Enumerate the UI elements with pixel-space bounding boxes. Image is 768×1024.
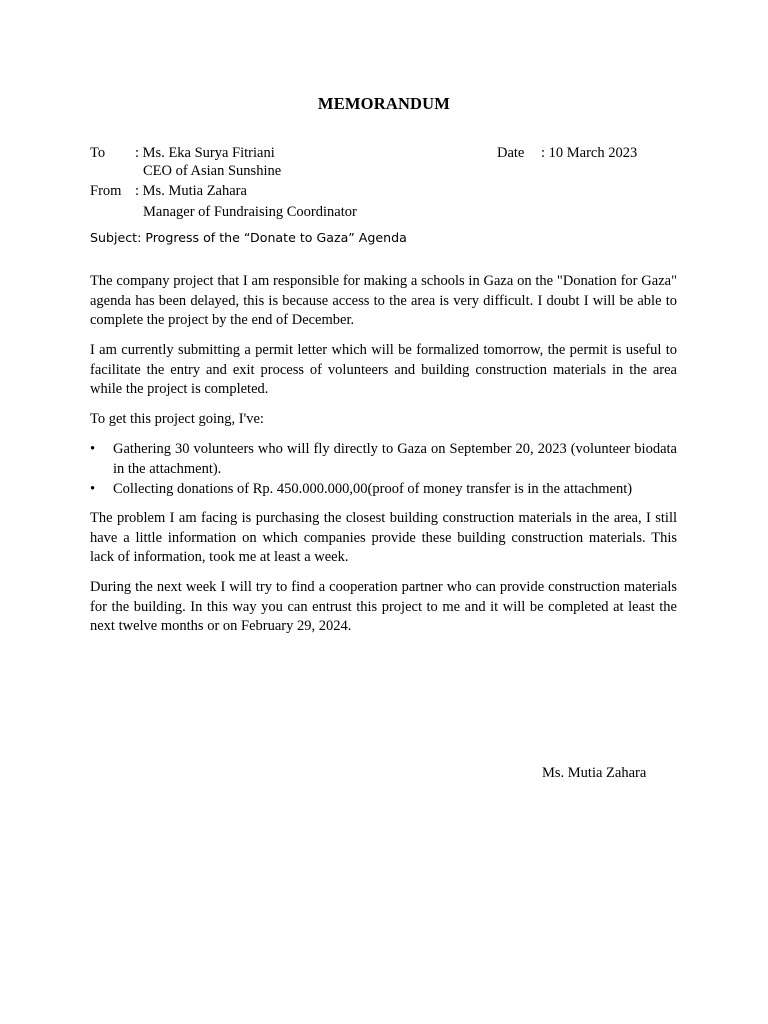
progress-list	[90, 440, 677, 500]
subject-line	[90, 229, 407, 247]
from-title: Manager of Fundraising Coordinator	[143, 204, 357, 220]
date-value: : 10 March 2023	[541, 145, 638, 161]
date-label: Date	[497, 145, 525, 161]
to-name: : Ms. Eka Surya Fitriani	[135, 145, 275, 161]
list-item	[90, 440, 677, 479]
paragraph-problem: The problem I am facing is purchasing the closest building construction materials in the area, I still have a little information on which companies provide these building construction materials. This lack of information, took me at least a week.	[90, 510, 677, 566]
subject-text: Progress of the “Donate to Gaza” Agenda	[145, 230, 407, 245]
bullet-icon: •	[90, 481, 96, 498]
from-name: : Ms. Mutia Zahara	[135, 183, 247, 199]
from-label: From	[90, 183, 122, 199]
list-item	[90, 480, 677, 500]
paragraph-next-week: During the next week I will try to find a cooperation partner who can provide construction materials for the building. In this way you can entrust this project to me and it will be completed at least the next twelve months or on February 29, 2024.	[90, 579, 677, 635]
memo-title: MEMORANDUM	[317, 94, 451, 113]
paragraph-delay: The company project that I am responsible for making a schools in Gaza on the "Donation for Gaza" agenda has been delayed, this is because access to the area is very difficult. I doubt I will be able to complete the project by the end of December.	[90, 273, 677, 329]
paragraph-permit: I am currently submitting a permit letter which will be formalized tomorrow, the permit is useful to facilitate the entry and exit process of volunteers and building construction materials in the area while the project is completed.	[90, 342, 677, 398]
bullet-icon: •	[90, 441, 96, 457]
list-item-text: Gathering 30 volunteers who will fly directly to Gaza on September 20, 2023 (volunteer biodata in the attachment).	[113, 441, 677, 477]
to-title: CEO of Asian Sunshine	[143, 163, 282, 179]
paragraph-intro-list: To get this project going, I've:	[90, 411, 264, 427]
to-label: To	[90, 145, 106, 161]
signature-name: Ms. Mutia Zahara	[542, 765, 647, 781]
list-item-text: Collecting donations of Rp. 450.000.000,00(proof of money transfer is in the attachment)	[113, 481, 633, 498]
subject-label: Subject:	[90, 230, 142, 245]
